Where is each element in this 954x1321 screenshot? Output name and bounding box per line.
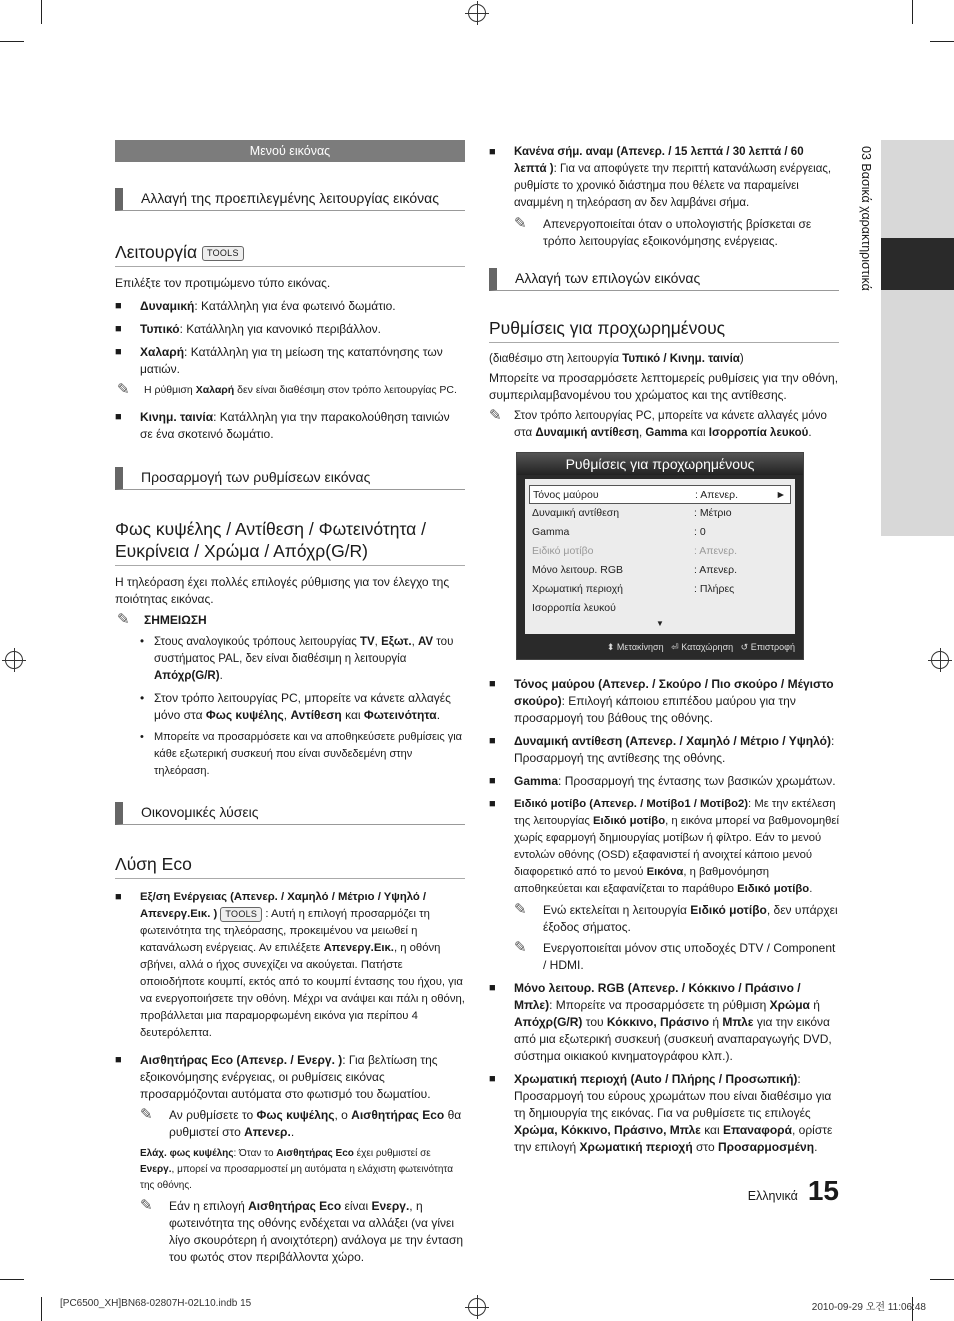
note-pencil-icon: ✎	[489, 407, 502, 424]
osd-footer: ⬍ Μετακίνηση ⏎ Καταχώρηση ↺ Επιστροφή	[606, 642, 795, 652]
subhead-options: Αλλαγή των επιλογών εικόνας	[489, 268, 839, 291]
tools-icon: TOOLS	[202, 246, 244, 261]
mode-item-relax: ■ Χαλαρή: Κατάλληλη για τη μείωση της καταπόνησης των ματιών.	[115, 344, 465, 378]
heading-mode-text: Λειτουργία	[115, 242, 198, 262]
chapter-tab-label: 03 Βασικά χαρακτηριστικά	[859, 146, 873, 291]
eco-note-1: ✎ Αν ρυθμίσετε το Φως κυψέλης, ο Αισθητήρας Eco θα ρυθμιστεί στο Απενερ..	[140, 1106, 462, 1139]
osd-row-gamma[interactable]: Gamma : 0	[532, 526, 706, 538]
advanced-intro: Μπορείτε να προσαρμόσετε λεπτομερείς ρυθμίσεις για την οθόνη, συμπεριλαμβανομένου του χρώματος και της αντίθεσης.	[489, 371, 839, 402]
idle-note: ✎ Απενεργοποιείται όταν ο υπολογιστής βρίσκεται σε τρόπο λειτουργίας εξοικονόμησης ενέργειας.	[514, 215, 812, 248]
note-dot-1: • Στους αναλογικούς τρόπους λειτουργίας TV, Εξωτ., AV του συστήματος PAL, δεν είναι διαθέσιμη η λειτουργία Απόχρ(G/R).	[115, 634, 465, 685]
crop-mark	[912, 0, 913, 24]
heading-eco: Λύση Eco	[115, 853, 465, 879]
item-gamma: ■ Gamma: Προσαρμογή της έντασης των βασικών χρωμάτων.	[489, 773, 839, 790]
mode-item-movie: ■ Κινημ. ταινία: Κατάλληλη για την παρακολούθηση ταινιών σε ένα σκοτεινό δωμάτιο.	[115, 409, 465, 443]
subhead-default-mode: Αλλαγή της προεπιλεγμένης λειτουργίας εικόνας	[115, 188, 465, 211]
heading-advanced: Ρυθμίσεις για προχωρημένους	[489, 317, 839, 343]
note-pencil-icon: ✎	[140, 1197, 153, 1214]
footer-date: 2010-09-29 오전 11:06:48	[811, 1302, 926, 1313]
item-expert-pattern: ■ Ειδικό μοτίβο (Απενερ. / Μοτίβο1 / Μοτίβο2): Με την εκτέλεση της λειτουργίας Ειδικό μοτίβο, η εικόνα μπορεί να βαθμονομηθεί χωρίς εφαρμογή δημιουργίας μοτίβων ή φίλτρο. Εάν το μενού εντολών οθόνης (OSD) εξαφανιστεί ή ανοιχτεί κάποιο μενού διαφορετικό από το μενού Εικόνα, η βαθμονόμηση αποθηκεύεται και εξαφανίζεται το παράθυρο Ειδικό μοτίβο.	[489, 796, 839, 898]
registration-mark-icon	[468, 4, 486, 22]
osd-title: Ρυθμίσεις για προχωρημένους	[517, 453, 803, 475]
crop-mark	[930, 41, 954, 42]
scroll-down-icon: ▼	[656, 619, 664, 628]
crop-mark	[41, 0, 42, 24]
backlight-intro: Η τηλεόραση έχει πολλές επιλογές ρύθμισης για τον έλεγχο της ποιότητας εικόνας.	[115, 575, 450, 606]
item-dynamic-contrast: ■ Δυναμική αντίθεση (Απενερ. / Χαμηλό / Μέτριο / Υψηλό): Προσαρμογή της αντίθεσης της οθόνης.	[489, 733, 839, 767]
eco-energy-saving: ■ Εξ/ση Ενέργειας (Απενερ. / Χαμηλό / Μέτριο / Υψηλό / Απενεργ.Εικ. ) TOOLS : Αυτή η επιλογή προσαρμόζει τη φωτεινότητα της τηλεόρασης, προκειμένου να μειωθεί η κατανάλωση ενέργειας. Αν επιλέξετε Απενεργ.Εικ., η οθόνη σβήνει, αλλά ο ήχος συνεχίζει να ακούγεται. Πατήστε οποιοδήποτε κουμπί, εκτός από το κουμπί έντασης του ήχου, για να ενεργοποιήσετε την οθόνη. Μέχρι να ανάψει και πάλι η οθόνη, προβάλλεται μια παραμορφωμένη εικόνα για περίπου 4 δευτερόλεπτα.	[115, 889, 465, 1042]
advanced-availability: (διαθέσιμο στη λειτουργία Τυπικό / Κινημ. ταινία)	[489, 353, 744, 365]
item-black-tone: ■ Τόνος μαύρου (Απενερ. / Σκούρο / Πιο σκούρο / Μέγιστο σκούρο): Επιλογή κάποιου επιπέδου μαύρου για την προσαρμογή του βάθους της οθόνης.	[489, 676, 839, 727]
mode-intro: Επιλέξτε τον προτιμώμενο τύπο εικόνας.	[115, 276, 331, 290]
osd-row-dynamic-contrast[interactable]: Δυναμική αντίθεση : Μέτριο	[532, 507, 732, 519]
footer-file: [PC6500_XH]BN68-02807H-02L10.indb 15	[60, 1298, 252, 1309]
eco-note-2: ✎ Εάν η επιλογή Αισθητήρας Eco είναι Ενεργ., η φωτεινότητα της οθόνης ενδέχεται να αλλάξει (να γίνει λίγο σκουρότερη ή ανοιχτότερη) ανάλογα με την ένταση του φωτός στον περιβάλλοντα χώρο.	[140, 1197, 464, 1264]
page-language: Ελληνικά	[747, 1189, 798, 1203]
subhead-adjust: Προσαρμογή των ρυθμίσεων εικόνας	[115, 467, 465, 490]
move-icon: ⬍	[606, 642, 615, 652]
tools-icon: TOOLS	[220, 907, 262, 922]
osd-row-rgb-only[interactable]: Μόνο λειτουρ. RGB : Απενερ.	[532, 564, 738, 576]
chapter-tab-marker	[881, 238, 954, 290]
item-color-space: ■ Χρωματική περιοχή (Auto / Πλήρης / Προσωπική): Προσαρμογή του εύρους χρωμάτων που είναι διαθέσιμο για τη δημιουργία της εικόνας. Για να ρυθμίσετε τις επιλογές Χρώμα, Κόκκινο, Πράσινο, Μπλε και Επαναφορά, ορίστε την επιλογή Χρωματική περιοχή στο Προσαρμοσμένη.	[489, 1071, 839, 1156]
note-relax: ✎ Η ρύθμιση Χαλαρή δεν είναι διαθέσιμη στον τρόπο λειτουργίας PC.	[117, 381, 457, 398]
right-column	[489, 140, 839, 1156]
eco-min-backlight: Ελάχ. φως κυψέλης: Όταν το Αισθητήρας Eco έχει ρυθμιστεί σε Ενεργ., μπορεί να προσαρμοστεί μη αυτόματα η ελάχιστη φωτεινότητα της οθόνης.	[140, 1148, 453, 1191]
subhead-economy: Οικονομικές λύσεις	[115, 802, 465, 825]
note-label: ✎ ΣΗΜΕΙΩΣΗ	[117, 611, 207, 628]
enter-icon: ⏎	[671, 642, 679, 652]
note-dot-2: • Στον τρόπο λειτουργίας PC, μπορείτε να κάνετε αλλαγές μόνο στα Φως κυψέλης, Αντίθεση και Φωτεινότητα.	[115, 690, 465, 724]
osd-row-black-tone[interactable]: Τόνος μαύρου : Απενερ. ►	[529, 485, 791, 504]
page-number-value: 15	[807, 1175, 839, 1206]
item-rgb-only: ■ Μόνο λειτουρ. RGB (Απενερ. / Κόκκινο / Πράσινο / Μπλε): Μπορείτε να προσαρμόσετε τη ρύθμιση Χρώμα ή Απόχρ(G/R) του Κόκκινο, Πράσινο ή Μπλε για την εικόνα από μια εξωτερική συσκευή (συσκευή αναπαραγωγής DVD, σύστημα οικιακού κινηματογράφου κλπ.).	[489, 980, 839, 1065]
osd-row-white-balance[interactable]: Ισορροπία λευκού	[532, 602, 616, 614]
return-icon: ↺	[740, 642, 749, 652]
mode-item-standard: ■ Τυπικό: Κατάλληλη για κανονικό περιβάλλον.	[115, 321, 465, 338]
note-pencil-icon: ✎	[514, 215, 527, 232]
osd-list	[525, 479, 795, 634]
chapter-tab	[881, 140, 954, 536]
registration-mark-icon	[931, 651, 949, 669]
expert-note-2: ✎ Ενεργοποιείται μόνον στις υποδοχές DTV / Component / HDMI.	[514, 939, 836, 972]
left-column	[115, 140, 465, 1266]
heading-mode	[115, 241, 465, 267]
idle-off: ■ Κανένα σήμ. αναμ (Απενερ. / 15 λεπτά / 30 λεπτά / 60 λεπτά ): Για να αποφύγετε την περιττή κατανάλωση ενέργειας, ρυθμίστε το χρονικό διάστημα που θέλετε να παραμείνει αναμμένη η τηλεόραση αν δεν λαμβάνει σήμα.	[489, 144, 839, 212]
note-pencil-icon: ✎	[140, 1106, 153, 1123]
crop-mark	[0, 41, 24, 42]
registration-mark-icon	[5, 651, 23, 669]
osd-row-expert-pattern: Ειδικό μοτίβο : Απενερ.	[532, 545, 738, 557]
page-number	[748, 1175, 839, 1207]
arrow-right-icon: ►	[775, 489, 786, 501]
note-dot-3: • Μπορείτε να προσαρμόσετε και να αποθηκεύσετε ρυθμίσεις για κάθε εξωτερική συσκευή που είναι συνδεδεμένη στην τηλεόραση.	[115, 729, 465, 780]
note-pencil-icon: ✎	[514, 901, 527, 918]
menu-bar: Μενού εικόνας	[115, 140, 465, 162]
note-pencil-icon: ✎	[117, 611, 130, 628]
heading-backlight: Φως κυψέλης / Αντίθεση / Φωτεινότητα / Ευκρίνεια / Χρώμα / Απόχρ(G/R)	[115, 518, 465, 566]
crop-mark	[930, 1279, 954, 1280]
expert-note-1: ✎ Ενώ εκτελείται η λειτουργία Ειδικό μοτίβο, δεν υπάρχει έξοδος σήματος.	[514, 901, 838, 934]
osd-row-color-space[interactable]: Χρωματική περιοχή : Πλήρες	[532, 583, 735, 595]
eco-sensor: ■ Αισθητήρας Eco (Απενερ. / Ενεργ. ): Για βελτίωση της εξοικονόμησης ενέργειας, οι ρυθμίσεις εικόνας προσαρμόζονται αυτόματα στο φωτισμό του δωματίου.	[115, 1052, 465, 1103]
note-pencil-icon: ✎	[117, 381, 130, 398]
crop-mark	[0, 1279, 24, 1280]
advanced-note: ✎ Στον τρόπο λειτουργίας PC, μπορείτε να κάνετε αλλαγές μόνο στα Δυναμική αντίθεση, Gamma και Ισορροπία λευκού.	[489, 407, 827, 439]
mode-item-dynamic: ■ Δυναμική: Κατάλληλη για ένα φωτεινό δωμάτιο.	[115, 298, 465, 315]
osd-advanced-settings	[516, 452, 804, 660]
crop-mark	[41, 1297, 42, 1321]
registration-mark-icon	[468, 1298, 486, 1316]
note-pencil-icon: ✎	[514, 939, 527, 956]
